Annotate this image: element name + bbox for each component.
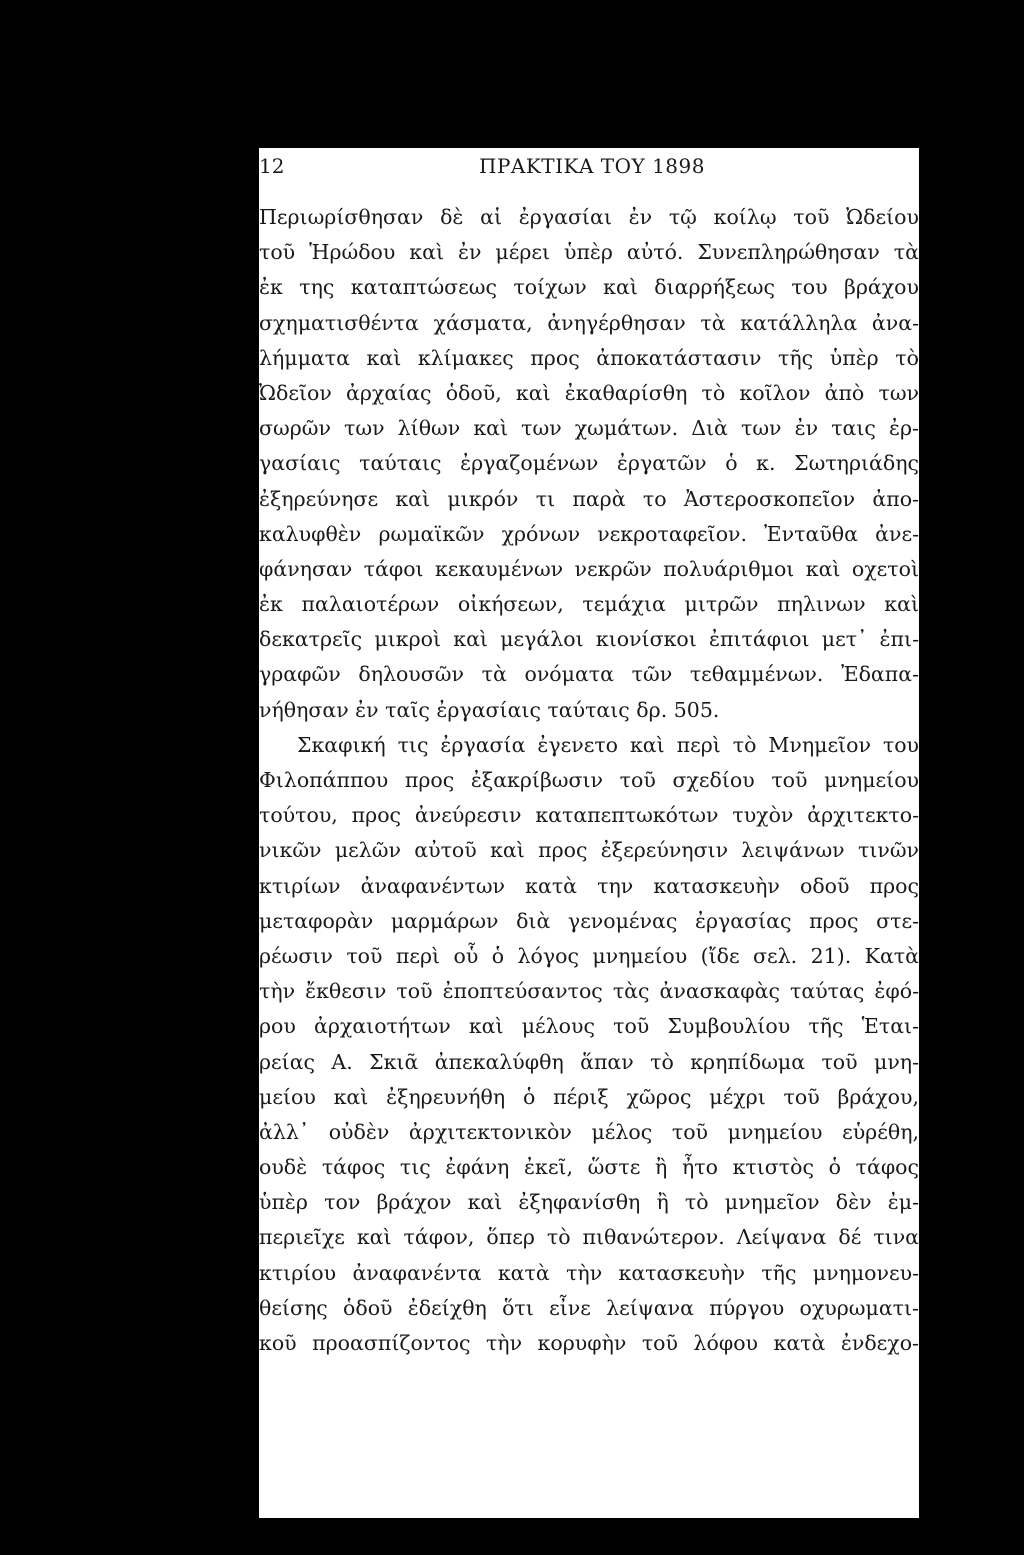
text-line: τούτου, προς ἀνεύρεσιν καταπεπτωκότων τυχὸν ἀρχιτεκτο- [259, 803, 919, 828]
text-line: Φιλοπάππου προς ἐξακρίβωσιν τοῦ σχεδίου τοῦ μνημείου [259, 768, 919, 792]
text-line: ἐκ της καταπτώσεως τοίχων καὶ διαρρήξεως του βράχου [259, 275, 919, 300]
text-line: τοῦ Ἡρώδου καὶ ἐν μέρει ὑπὲρ αὐτό. Συνεπληρώθησαν τὰ [259, 240, 919, 265]
running-head [259, 150, 919, 184]
text-line: κτιρίου ἀναφανέντα κατὰ τὴν κατασκευὴν τῆς μνημονευ- [259, 1260, 919, 1285]
text-line: ρου ἀρχαιοτήτων καὶ μέλους τοῦ Συμβουλίου τῆς Ἑται- [259, 1014, 919, 1039]
text-line: μεταφορὰν μαρμάρων διὰ γενομένας ἐργασίας προς στε- [259, 908, 919, 933]
text-line: φάνησαν τάφοι κεκαυμένων νεκρῶν πολυάριθμοι καὶ οχετοὶ [259, 556, 919, 581]
text-line: σωρῶν των λίθων καὶ των χωμάτων. Διὰ των ἐν ταις ἐρ- [259, 416, 919, 441]
text-line: γασίαις ταύταις ἐργαζομένων ἐργατῶν ὁ κ. Σωτηριάδης [259, 451, 919, 476]
running-head-title: ΠΡΑΚΤΙΚΑ ΤΟΥ 1898 [479, 154, 705, 178]
text-line: Περιωρίσθησαν δὲ αἱ ἐργασίαι ἐν τῷ κοίλῳ τοῦ Ὠδείου [259, 205, 919, 229]
text-line: Ὠδεῖον ἀρχαίας ὁδοῦ, καὶ ἐκαθαρίσθη τὸ κοῖλον ἀπὸ των [259, 380, 919, 405]
text-line: λήμματα καὶ κλίμακες προς ἀποκατάστασιν τῆς ὑπὲρ τὸ [259, 345, 919, 370]
text-line: μείου καὶ ἐξηρευνήθη ὁ πέριξ χῶρος μέχρι τοῦ βράχου, [259, 1084, 919, 1109]
text-page [259, 148, 919, 1518]
text-line: ουδὲ τάφος τις ἐφάνη ἐκεῖ, ὥστε ἢ ἦτο κτιστὸς ὁ τάφος [259, 1155, 919, 1180]
text-line: θείσης ὁδοῦ ἐδείχθη ὅτι εἶνε λείψανα πύργου οχυρωματι- [259, 1295, 919, 1320]
text-line: τὴν ἔκθεσιν τοῦ ἐποπτεύσαντος τὰς ἀνασκαφὰς ταύτας ἐφό- [259, 979, 919, 1004]
page-number: 12 [259, 154, 285, 178]
text-line: δεκατρεῖς μικροὶ καὶ μεγάλοι κιονίσκοι ἐπιτάφιοι μετ᾽ ἐπι- [259, 627, 919, 652]
text-line: ρέωσιν τοῦ περὶ οὗ ὁ λόγος μνημείου (ἴδε σελ. 21). Κατὰ [259, 943, 919, 968]
body-text [259, 200, 919, 1361]
text-line: κοῦ προασπίζοντος τὴν κορυφὴν τοῦ λόφου κατὰ ἐνδεχο- [259, 1331, 919, 1355]
text-line: ρείας Α. Σκιᾶ ἀπεκαλύφθη ἅπαν τὸ κρηπίδωμα τοῦ μνη- [259, 1049, 919, 1074]
text-line: ἀλλ᾽ οὐδὲν ἀρχιτεκτονικὸν μέλος τοῦ μνημείου εὑρέθη, [259, 1119, 919, 1144]
text-line: νήθησαν ἐν ταῖς ἐργασίαις ταύταις δρ. 505. [259, 697, 720, 722]
text-line: κτιρίων ἀναφανέντων κατὰ την κατασκευὴν οδοῦ προς [259, 873, 919, 898]
text-line: νικῶν μελῶν αὐτοῦ καὶ προς ἐξερεύνησιν λειψάνων τινῶν [259, 838, 919, 863]
text-line: ὑπὲρ τον βράχον καὶ ἐξηφανίσθη ἢ τὸ μνημεῖον δὲν ἐμ- [259, 1190, 919, 1215]
text-line: σχηματισθέντα χάσματα, ἀνηγέρθησαν τὰ κατάλληλα ἀνα- [259, 310, 919, 335]
text-line: καλυφθὲν ρωμαϊκῶν χρόνων νεκροταφεῖον. Ἐνταῦθα ἀνε- [259, 521, 919, 546]
text-line: γραφῶν δηλουσῶν τὰ ονόματα τῶν τεθαμμένων. Ἐδαπα- [259, 662, 919, 687]
text-line: Σκαφική τις ἐργασία ἐγενετο καὶ περὶ τὸ Μνημεῖον του [297, 732, 919, 757]
text-line: ἐξηρεύνησε καὶ μικρόν τι παρὰ το Ἀστεροσκοπεῖον ἀπο- [259, 486, 919, 511]
text-line: περιεῖχε καὶ τάφον, ὅπερ τὸ πιθανώτερον. Λείψανα δέ τινα [259, 1225, 919, 1250]
text-line: ἐκ παλαιοτέρων οἰκήσεων, τεμάχια μιτρῶν πηλινων καὶ [259, 592, 919, 617]
